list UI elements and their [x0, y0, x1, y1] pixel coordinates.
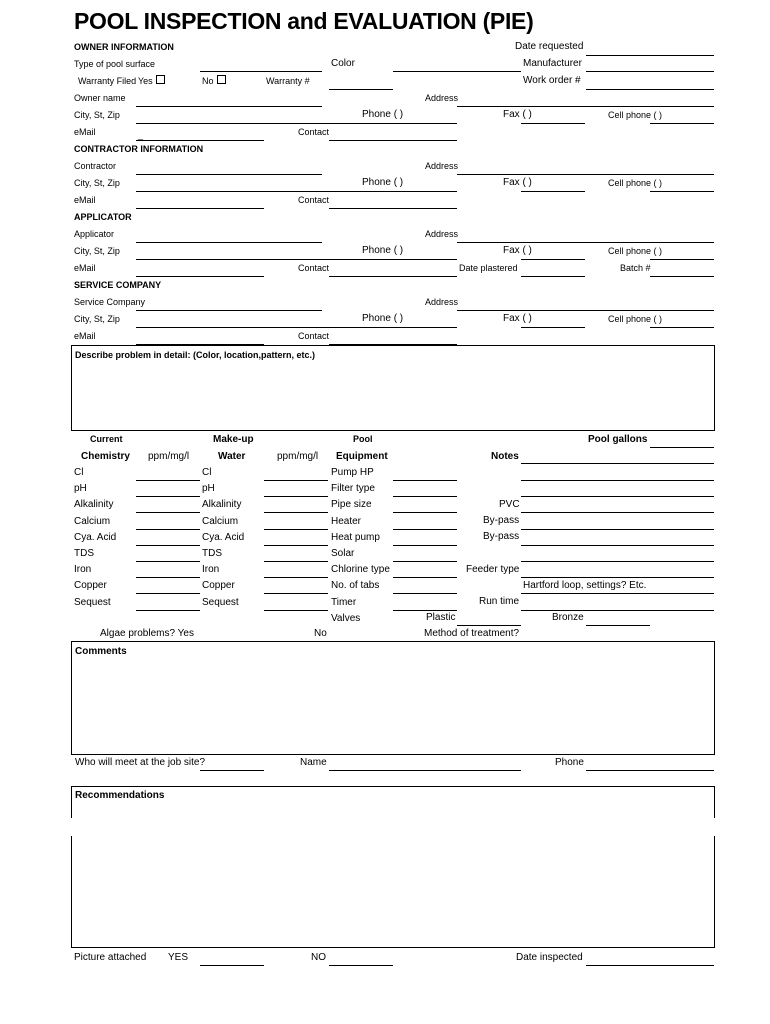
current-copper-field[interactable] — [136, 593, 200, 594]
notes-field-5[interactable] — [521, 529, 714, 530]
applicator-cell-label: Cell phone ( ) — [608, 246, 663, 256]
makeup-calcium-label: Calcium — [202, 516, 239, 527]
date-inspected-label: Date inspected — [516, 952, 583, 963]
owner-email-mark: _ — [138, 130, 144, 140]
manufacturer-label: Manufacturer — [523, 58, 582, 69]
service-cell-label: Cell phone ( ) — [608, 314, 663, 324]
applicator-phone-label: Phone ( ) — [362, 245, 404, 256]
equipment-no-of-tabs-label: No. of tabs — [331, 580, 380, 591]
service-company-label: Service Company — [74, 297, 146, 307]
owner-email-field[interactable] — [136, 140, 264, 141]
equipment-heat-pump-field[interactable] — [393, 545, 457, 546]
makeup-cya-acid-label: Cya. Acid — [202, 532, 245, 543]
service-fax-field[interactable] — [521, 327, 585, 328]
makeup-ph-field[interactable] — [264, 496, 328, 497]
color-field[interactable] — [393, 71, 521, 72]
problem-description-label: Describe problem in detail: (Color, location,pattern, etc.) — [75, 350, 316, 360]
bronze-label: Bronze — [552, 612, 584, 623]
notes-field-8[interactable] — [521, 577, 714, 578]
pool-gallons-field[interactable] — [650, 447, 714, 448]
phone-field[interactable] — [586, 770, 714, 771]
equipment-solar-label: Solar — [331, 548, 355, 559]
makeup-copper-label: Copper — [202, 580, 235, 591]
service-company-field[interactable] — [136, 310, 322, 311]
owner-address-field[interactable] — [457, 106, 714, 107]
makeup-sequest-field[interactable] — [264, 610, 328, 611]
equipment-pump-hp-field[interactable] — [393, 480, 457, 481]
applicator-section-heading: APPLICATOR — [74, 212, 132, 222]
current-cya-acid-label: Cya. Acid — [74, 532, 117, 543]
service-phone-field[interactable] — [393, 327, 457, 328]
manufacturer-field[interactable] — [586, 71, 714, 72]
owner-name-field[interactable] — [136, 106, 322, 107]
picture-yes-field[interactable] — [200, 965, 264, 966]
notes-field-10[interactable] — [521, 610, 714, 611]
who-meet-label: Who will meet at the job site? — [75, 757, 206, 768]
current-sequest-label: Sequest — [74, 597, 111, 608]
recommendations-bottom-border — [71, 947, 715, 948]
name-label: Name — [300, 757, 327, 768]
applicator-cell-field[interactable] — [650, 259, 714, 260]
owner-email-label: eMail — [74, 127, 96, 137]
makeup-iron-field[interactable] — [264, 577, 328, 578]
owner-address-label: Address — [425, 93, 459, 103]
makeup-tds-field[interactable] — [264, 561, 328, 562]
equipment-chlorine-type-label: Chlorine type — [331, 564, 390, 575]
owner-section-heading: OWNER INFORMATION — [74, 42, 174, 52]
batch-field[interactable] — [650, 276, 714, 277]
current-alkalinity-label: Alkalinity — [74, 499, 114, 510]
applicator-city-label: City, St, Zip — [74, 246, 120, 256]
equipment-valves-label: Valves — [331, 613, 361, 624]
owner-contact-field[interactable] — [329, 140, 457, 141]
date-requested-field[interactable] — [586, 55, 714, 56]
current-alkalinity-field[interactable] — [136, 512, 200, 513]
plastic-label: Plastic — [426, 612, 456, 623]
notes-field-4[interactable] — [521, 512, 714, 513]
current-copper-label: Copper — [74, 580, 107, 591]
service-city-label: City, St, Zip — [74, 314, 120, 324]
run-time-label: Run time — [479, 596, 520, 607]
warranty-yes-checkbox[interactable] — [156, 75, 165, 84]
contractor-phone-label: Phone ( ) — [362, 177, 404, 188]
owner-fax-field[interactable] — [521, 123, 585, 124]
warranty-number-label: Warranty # — [266, 76, 310, 86]
current-tds-label: TDS — [74, 548, 94, 559]
warranty-yes-option[interactable] — [138, 75, 165, 86]
contractor-label: Contractor — [74, 161, 117, 171]
contractor-address-label: Address — [425, 161, 459, 171]
batch-label: Batch # — [620, 263, 651, 273]
hartford-loop-label: Hartford loop, settings? Etc. — [523, 580, 647, 591]
contractor-city-label: City, St, Zip — [74, 178, 120, 188]
warranty-filed-label: Warranty Filed — [78, 76, 137, 86]
applicator-contact-label: Contact — [298, 263, 330, 273]
picture-no-label: NO — [311, 952, 326, 963]
pvc-label: PVC — [499, 499, 520, 510]
problem-description-box[interactable] — [71, 345, 715, 431]
makeup-alkalinity-label: Alkalinity — [202, 499, 242, 510]
equipment-chlorine-type-field[interactable] — [393, 577, 457, 578]
work-order-label: Work order # — [523, 75, 581, 86]
warranty-no-label: No — [202, 76, 214, 86]
name-field[interactable] — [329, 770, 521, 771]
notes-field-2[interactable] — [521, 480, 714, 481]
contractor-phone-field[interactable] — [393, 191, 457, 192]
current-ppm-heading: ppm/mg/l — [148, 451, 190, 462]
makeup-copper-field[interactable] — [264, 593, 328, 594]
notes-heading: Notes — [491, 451, 519, 462]
current-calcium-label: Calcium — [74, 516, 111, 527]
current-cl-label: Cl — [74, 467, 84, 478]
equipment-solar-field[interactable] — [393, 561, 457, 562]
recommendations-left-border-bottom — [71, 836, 72, 948]
work-order-field[interactable] — [586, 89, 714, 90]
makeup-ph-label: pH — [202, 483, 215, 494]
date-plastered-label: Date plastered — [459, 263, 518, 273]
makeup-alkalinity-field[interactable] — [264, 512, 328, 513]
algae-problems-label: Algae problems? Yes — [100, 628, 194, 639]
applicator-phone-field[interactable] — [393, 259, 457, 260]
recommendations-right-border-top — [714, 786, 715, 818]
notes-field-6[interactable] — [521, 545, 714, 546]
picture-attached-label: Picture attached — [74, 952, 147, 963]
service-phone-label: Phone ( ) — [362, 313, 404, 324]
recommendations-top-border — [71, 786, 715, 787]
date-plastered-field[interactable] — [521, 276, 585, 277]
form-title: POOL INSPECTION and EVALUATION (PIE) — [74, 8, 534, 34]
bypass-label-2: By-pass — [483, 531, 520, 542]
bypass-label-1: By-pass — [483, 515, 520, 526]
contractor-cell-label: Cell phone ( ) — [608, 178, 663, 188]
equipment-timer-label: Timer — [331, 597, 357, 608]
contractor-contact-label: Contact — [298, 195, 330, 205]
service-section-heading: SERVICE COMPANY — [74, 280, 162, 290]
comments-label: Comments — [75, 646, 127, 657]
applicator-address-field[interactable] — [457, 242, 714, 243]
contractor-field[interactable] — [136, 174, 322, 175]
owner-name-label: Owner name — [74, 93, 126, 103]
equipment-no-of-tabs-field[interactable] — [393, 593, 457, 594]
equipment-pipe-size-field[interactable] — [393, 512, 457, 513]
contractor-fax-label: Fax ( ) — [503, 177, 532, 188]
equipment-heat-pump-label: Heat pump — [331, 532, 380, 543]
date-requested-label: Date requested — [515, 41, 584, 52]
equipment-pump-hp-label: Pump HP — [331, 467, 374, 478]
notes-field-9[interactable] — [521, 593, 714, 594]
algae-no-label: No — [314, 628, 327, 639]
applicator-contact-field[interactable] — [329, 276, 457, 277]
current-cl-field[interactable] — [136, 480, 200, 481]
applicator-fax-field[interactable] — [521, 259, 585, 260]
picture-no-field[interactable] — [329, 965, 393, 966]
equipment-heading: Equipment — [336, 451, 388, 462]
current-iron-field[interactable] — [136, 577, 200, 578]
equipment-heater-label: Heater — [331, 516, 362, 527]
pool-gallons-label: Pool gallons — [588, 434, 648, 445]
owner-cell-field[interactable] — [650, 123, 714, 124]
applicator-label: Applicator — [74, 229, 115, 239]
service-contact-label: Contact — [298, 331, 330, 341]
owner-phone-label: Phone ( ) — [362, 109, 404, 120]
applicator-field[interactable] — [136, 242, 322, 243]
applicator-email-label: eMail — [74, 263, 96, 273]
service-address-field[interactable] — [457, 310, 714, 311]
makeup-heading: Make-up — [213, 434, 254, 445]
current-ph-label: pH — [74, 483, 87, 494]
owner-cell-label: Cell phone ( ) — [608, 110, 663, 120]
contractor-address-field[interactable] — [457, 174, 714, 175]
notes-field-3[interactable] — [521, 496, 714, 497]
pool-heading: Pool — [353, 434, 373, 444]
current-heading: Current — [90, 434, 123, 444]
owner-city-label: City, St, Zip — [74, 110, 120, 120]
makeup-cya-acid-field[interactable] — [264, 545, 328, 546]
warranty-no-option[interactable] — [202, 75, 226, 86]
contractor-email-label: eMail — [74, 195, 96, 205]
equipment-pipe-size-label: Pipe size — [331, 499, 372, 510]
owner-phone-field[interactable] — [393, 123, 457, 124]
phone-label: Phone — [555, 757, 584, 768]
date-inspected-field[interactable] — [586, 965, 714, 966]
comments-box[interactable] — [71, 641, 715, 755]
current-calcium-field[interactable] — [136, 529, 200, 530]
service-cell-field[interactable] — [650, 327, 714, 328]
notes-field-1[interactable] — [521, 463, 714, 464]
equipment-filter-type-field[interactable] — [393, 496, 457, 497]
contractor-cell-field[interactable] — [650, 191, 714, 192]
equipment-filter-type-label: Filter type — [331, 483, 375, 494]
who-meet-field[interactable] — [200, 770, 264, 771]
warranty-no-checkbox[interactable] — [217, 75, 226, 84]
current-sequest-field[interactable] — [136, 610, 200, 611]
warranty-number-field[interactable] — [329, 89, 393, 90]
contractor-fax-field[interactable] — [521, 191, 585, 192]
chemistry-heading: Chemistry — [81, 451, 130, 462]
makeup-iron-label: Iron — [202, 564, 220, 575]
recommendations-label: Recommendations — [75, 790, 165, 801]
applicator-email-field[interactable] — [136, 276, 264, 277]
pool-surface-label: Type of pool surface — [74, 59, 156, 69]
service-address-label: Address — [425, 297, 459, 307]
makeup-calcium-field[interactable] — [264, 529, 328, 530]
makeup-ppm-heading: ppm/mg/l — [277, 451, 319, 462]
service-fax-label: Fax ( ) — [503, 313, 532, 324]
applicator-fax-label: Fax ( ) — [503, 245, 532, 256]
owner-contact-label: Contact — [298, 127, 330, 137]
contractor-contact-field[interactable] — [329, 208, 457, 209]
equipment-heater-field[interactable] — [393, 529, 457, 530]
equipment-timer-field[interactable] — [393, 610, 457, 611]
current-iron-label: Iron — [74, 564, 92, 575]
makeup-tds-label: TDS — [202, 548, 222, 559]
current-tds-field[interactable] — [136, 561, 200, 562]
warranty-yes-label: Yes — [138, 76, 153, 86]
bronze-field[interactable] — [586, 625, 650, 626]
pool-surface-field[interactable] — [200, 71, 322, 72]
feeder-type-label: Feeder type — [466, 564, 520, 575]
picture-yes-label: YES — [168, 952, 189, 963]
recommendations-left-border-top — [71, 786, 72, 818]
service-email-label: eMail — [74, 331, 96, 341]
recommendations-right-border-bottom — [714, 836, 715, 948]
plastic-field[interactable] — [457, 625, 521, 626]
makeup-cl-label: Cl — [202, 467, 212, 478]
water-heading: Water — [218, 451, 246, 462]
owner-fax-label: Fax ( ) — [503, 109, 532, 120]
contractor-email-field[interactable] — [136, 208, 264, 209]
makeup-cl-field[interactable] — [264, 480, 328, 481]
current-cya-acid-field[interactable] — [136, 545, 200, 546]
contractor-section-heading: CONTRACTOR INFORMATION — [74, 144, 204, 154]
notes-field-7[interactable] — [521, 561, 714, 562]
color-label: Color — [331, 58, 355, 69]
applicator-address-label: Address — [425, 229, 459, 239]
makeup-sequest-label: Sequest — [202, 597, 239, 608]
current-ph-field[interactable] — [136, 496, 200, 497]
method-treatment-label: Method of treatment? — [424, 628, 520, 639]
